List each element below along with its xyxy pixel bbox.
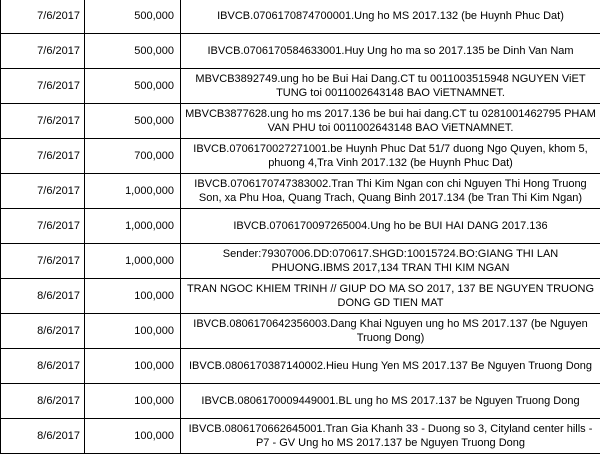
transaction-date: 7/6/2017 (1, 69, 85, 104)
transaction-amount: 100,000 (85, 419, 181, 454)
transaction-description: Sender:79307006.DD:070617.SHGD:10015724.BO:GIANG THI LAN PHUONG.IBMS 2017,134 TRAN THI KIM NGAN (181, 244, 600, 279)
transaction-description: IBVCB.0806170642356003.Dang Khai Nguyen ung ho MS 2017.137 (be Nguyen Truong Dong) (181, 314, 600, 349)
table-row (1, 314, 600, 349)
transaction-date: 7/6/2017 (1, 174, 85, 209)
table-row (1, 34, 600, 69)
table-row (1, 349, 600, 384)
transaction-date: 7/6/2017 (1, 0, 85, 34)
transaction-description: IBVCB.0706170097265004.Ung ho be BUI HAI DANG 2017.136 (181, 209, 600, 244)
transaction-amount: 1,000,000 (85, 209, 181, 244)
transaction-date: 7/6/2017 (1, 209, 85, 244)
table-row (1, 174, 600, 209)
transaction-amount: 100,000 (85, 384, 181, 419)
table-row (1, 0, 600, 34)
table-row (1, 419, 600, 454)
transaction-description: IBVCB.0706170584633001.Huy Ung ho ma so 2017.135 be Dinh Van Nam (181, 34, 600, 69)
donation-rows (1, 0, 600, 454)
transaction-date: 7/6/2017 (1, 139, 85, 174)
transaction-description: MBVCB3877628.ung ho ms 2017.136 be bui hai dang.CT tu 0281001462795 PHAM VAN PHU toi 0011002643148 BAO ViETNAMNET. (181, 104, 600, 139)
transaction-amount: 1,000,000 (85, 244, 181, 279)
transaction-amount: 700,000 (85, 139, 181, 174)
table-row (1, 69, 600, 104)
transaction-description: IBVCB.0706170874700001.Ung ho MS 2017.132 (be Huynh Phuc Dat) (181, 0, 600, 34)
transaction-amount: 500,000 (85, 69, 181, 104)
transaction-description: IBVCB.0706170027271001.be Huynh Phuc Dat 51/7 duong Ngo Quyen, khom 5, phuong 4,Tra Vinh 2017.132 (be Huynh Phuc Dat) (181, 139, 600, 174)
table-row (1, 384, 600, 419)
transaction-date: 8/6/2017 (1, 384, 85, 419)
transaction-date: 7/6/2017 (1, 244, 85, 279)
table-row (1, 139, 600, 174)
transaction-description: IBVCB.0706170747383002.Tran Thi Kim Ngan con chi Nguyen Thi Hong Truong Son, xa Phu Hoa, Quang Trach, Quang Binh 2017.134 (be Tran Thi Kim Ngan) (181, 174, 600, 209)
transaction-amount: 500,000 (85, 0, 181, 34)
transaction-date: 8/6/2017 (1, 419, 85, 454)
transaction-description: IBVCB.0806170662645001.Tran Gia Khanh 33 - Duong so 3, Cityland center hills - P7 - GV Ung ho MS 2017.137 be Nguyen Truong Dong (181, 419, 600, 454)
transaction-date: 8/6/2017 (1, 314, 85, 349)
table-row (1, 244, 600, 279)
transaction-amount: 1,000,000 (85, 174, 181, 209)
table-row (1, 209, 600, 244)
table-row (1, 104, 600, 139)
transaction-date: 7/6/2017 (1, 104, 85, 139)
transaction-description: MBVCB3892749.ung ho be Bui Hai Dang.CT tu 0011003515948 NGUYEN ViET TUNG toi 0011002643148 BAO ViETNAMNET. (181, 69, 600, 104)
transaction-amount: 100,000 (85, 314, 181, 349)
transaction-description: IBVCB.0806170009449001.BL ung ho MS 2017.137 be Nguyen Truong Dong (181, 384, 600, 419)
transaction-amount: 500,000 (85, 34, 181, 69)
table-row (1, 279, 600, 314)
transaction-amount: 100,000 (85, 349, 181, 384)
transaction-date: 8/6/2017 (1, 349, 85, 384)
transaction-date: 8/6/2017 (1, 279, 85, 314)
transaction-description: TRAN NGOC KHIEM TRINH // GIUP DO MA SO 2017, 137 BE NGUYEN TRUONG DONG GD TIEN MAT (181, 279, 600, 314)
transaction-date: 7/6/2017 (1, 34, 85, 69)
transaction-description: IBVCB.0806170387140002.Hieu Hung Yen MS 2017.137 Be Nguyen Truong Dong (181, 349, 600, 384)
transaction-amount: 500,000 (85, 104, 181, 139)
transaction-amount: 100,000 (85, 279, 181, 314)
